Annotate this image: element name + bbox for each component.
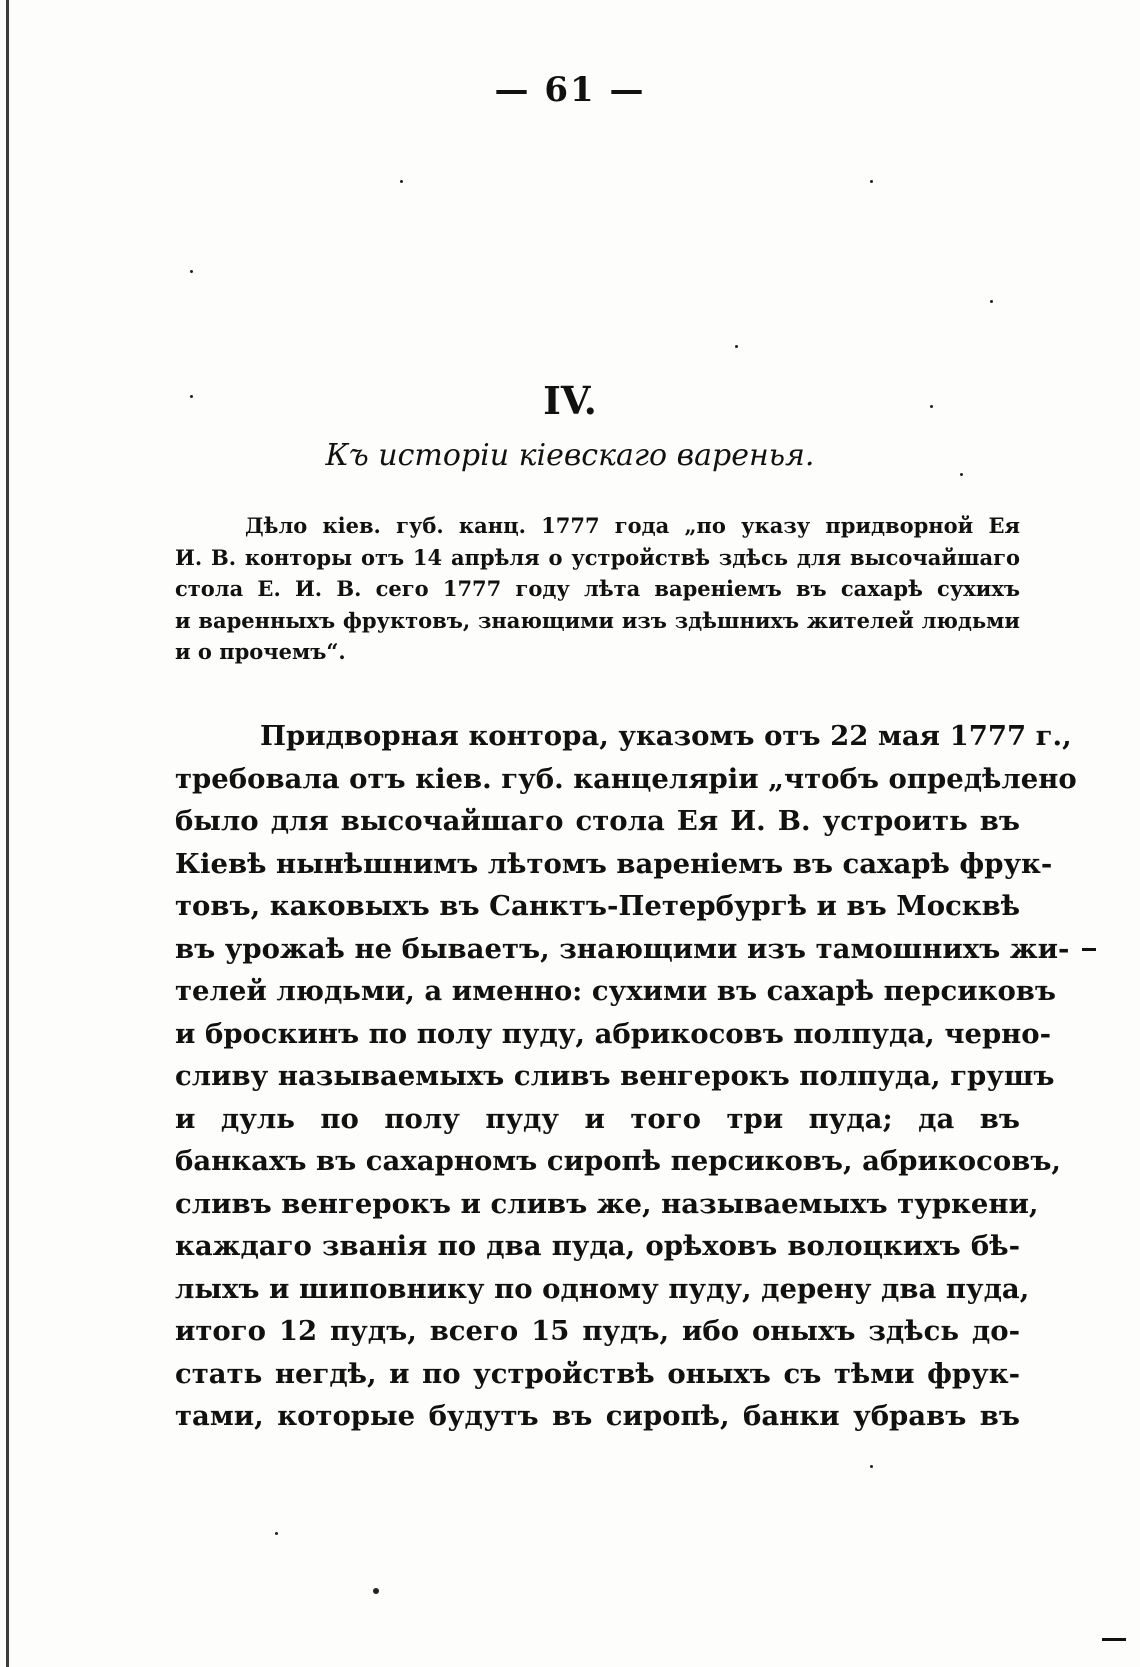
body-line: сливъ венгерокъ и сливъ же, называемыхъ туркени,: [175, 1187, 1039, 1220]
scan-speck: [735, 345, 738, 348]
body-line: товъ, каковыхъ въ Санктъ-Петербургѣ и въ Москвѣ: [175, 890, 1021, 922]
page-edge-line: [6, 0, 9, 1667]
body-line: Кіевѣ нынѣшнимъ лѣтомъ вареніемъ въ сахарѣ фрук-: [175, 847, 1053, 880]
chapter-title: Къ исторіи кіевскаго варенья.: [325, 438, 815, 473]
body-line: и броскинъ по полу пуду, абрикосовъ полпуда, черно-: [175, 1017, 1052, 1050]
body-line: тами, которые будутъ въ сиропѣ, банки убравъ въ: [175, 1400, 1020, 1432]
body-line: телей людьми, а именно: сухими въ сахарѣ персиковъ: [175, 975, 1056, 1007]
body-line: было для высочайшаго стола Ея И. В. устроить въ: [175, 805, 1020, 837]
body-line: въ урожаѣ не бываетъ, знающими изъ тамошнихъ жи-: [175, 932, 1070, 965]
scan-speck: [190, 395, 193, 398]
epigraph-line: стола Е. И. В. сего 1777 году лѣта вареніемъ въ сахарѣ сухихъ: [175, 576, 1020, 601]
body-paragraph: [175, 715, 1077, 1438]
scan-speck: [870, 180, 873, 183]
body-line: итого 12 пудъ, всего 15 пудъ, ибо оныхъ здѣсь до-: [175, 1315, 1020, 1347]
body-line: каждаго званія по два пуда, орѣховъ волоцкихъ бѣ-: [175, 1230, 1020, 1262]
page-number: — 61 —: [494, 70, 646, 110]
scan-speck: [400, 180, 403, 183]
scan-speck: [960, 473, 963, 476]
body-line: и дуль по полу пуду и того три пуда; да въ: [175, 1102, 1020, 1135]
epigraph-block: [175, 510, 1020, 668]
scan-speck: [373, 1588, 379, 1594]
scan-speck: [190, 270, 193, 273]
epigraph-line: Дѣло кіев. губ. канц. 1777 года „по указу придворной Ея: [245, 513, 1020, 538]
scan-speck: [990, 300, 993, 303]
epigraph-line: И. В. конторы отъ 14 апрѣля о устройствѣ здѣсь для высочайшаго: [175, 544, 1020, 570]
body-line: сливу называемыхъ сливъ венгерокъ полпуда, грушъ: [175, 1060, 1055, 1092]
scan-speck: [930, 405, 933, 408]
body-line: Придворная контора, указомъ отъ 22 мая 1777 г.,: [260, 720, 1072, 752]
scan-speck: [275, 1532, 278, 1535]
body-line: требовала отъ кіев. губ. канцеляріи „чтобъ опредѣлено: [175, 762, 1077, 795]
chapter-number: IV.: [543, 378, 597, 423]
body-line: стать негдѣ, и по устройствѣ оныхъ съ тѣми фрук-: [175, 1357, 1020, 1390]
epigraph-line: и варенныхъ фруктовъ, знающими изъ здѣшнихъ жителей людьми: [175, 607, 1020, 633]
body-line: банкахъ въ сахарномъ сиропѣ персиковъ, абрикосовъ,: [175, 1145, 1061, 1177]
scan-speck: [870, 1465, 873, 1468]
margin-mark: [1082, 948, 1096, 951]
body-line: лыхъ и шиповнику по одному пуду, дерену два пуда,: [175, 1272, 1030, 1305]
epigraph-line: и о прочемъ“.: [175, 639, 346, 664]
margin-mark: [1102, 1638, 1126, 1641]
